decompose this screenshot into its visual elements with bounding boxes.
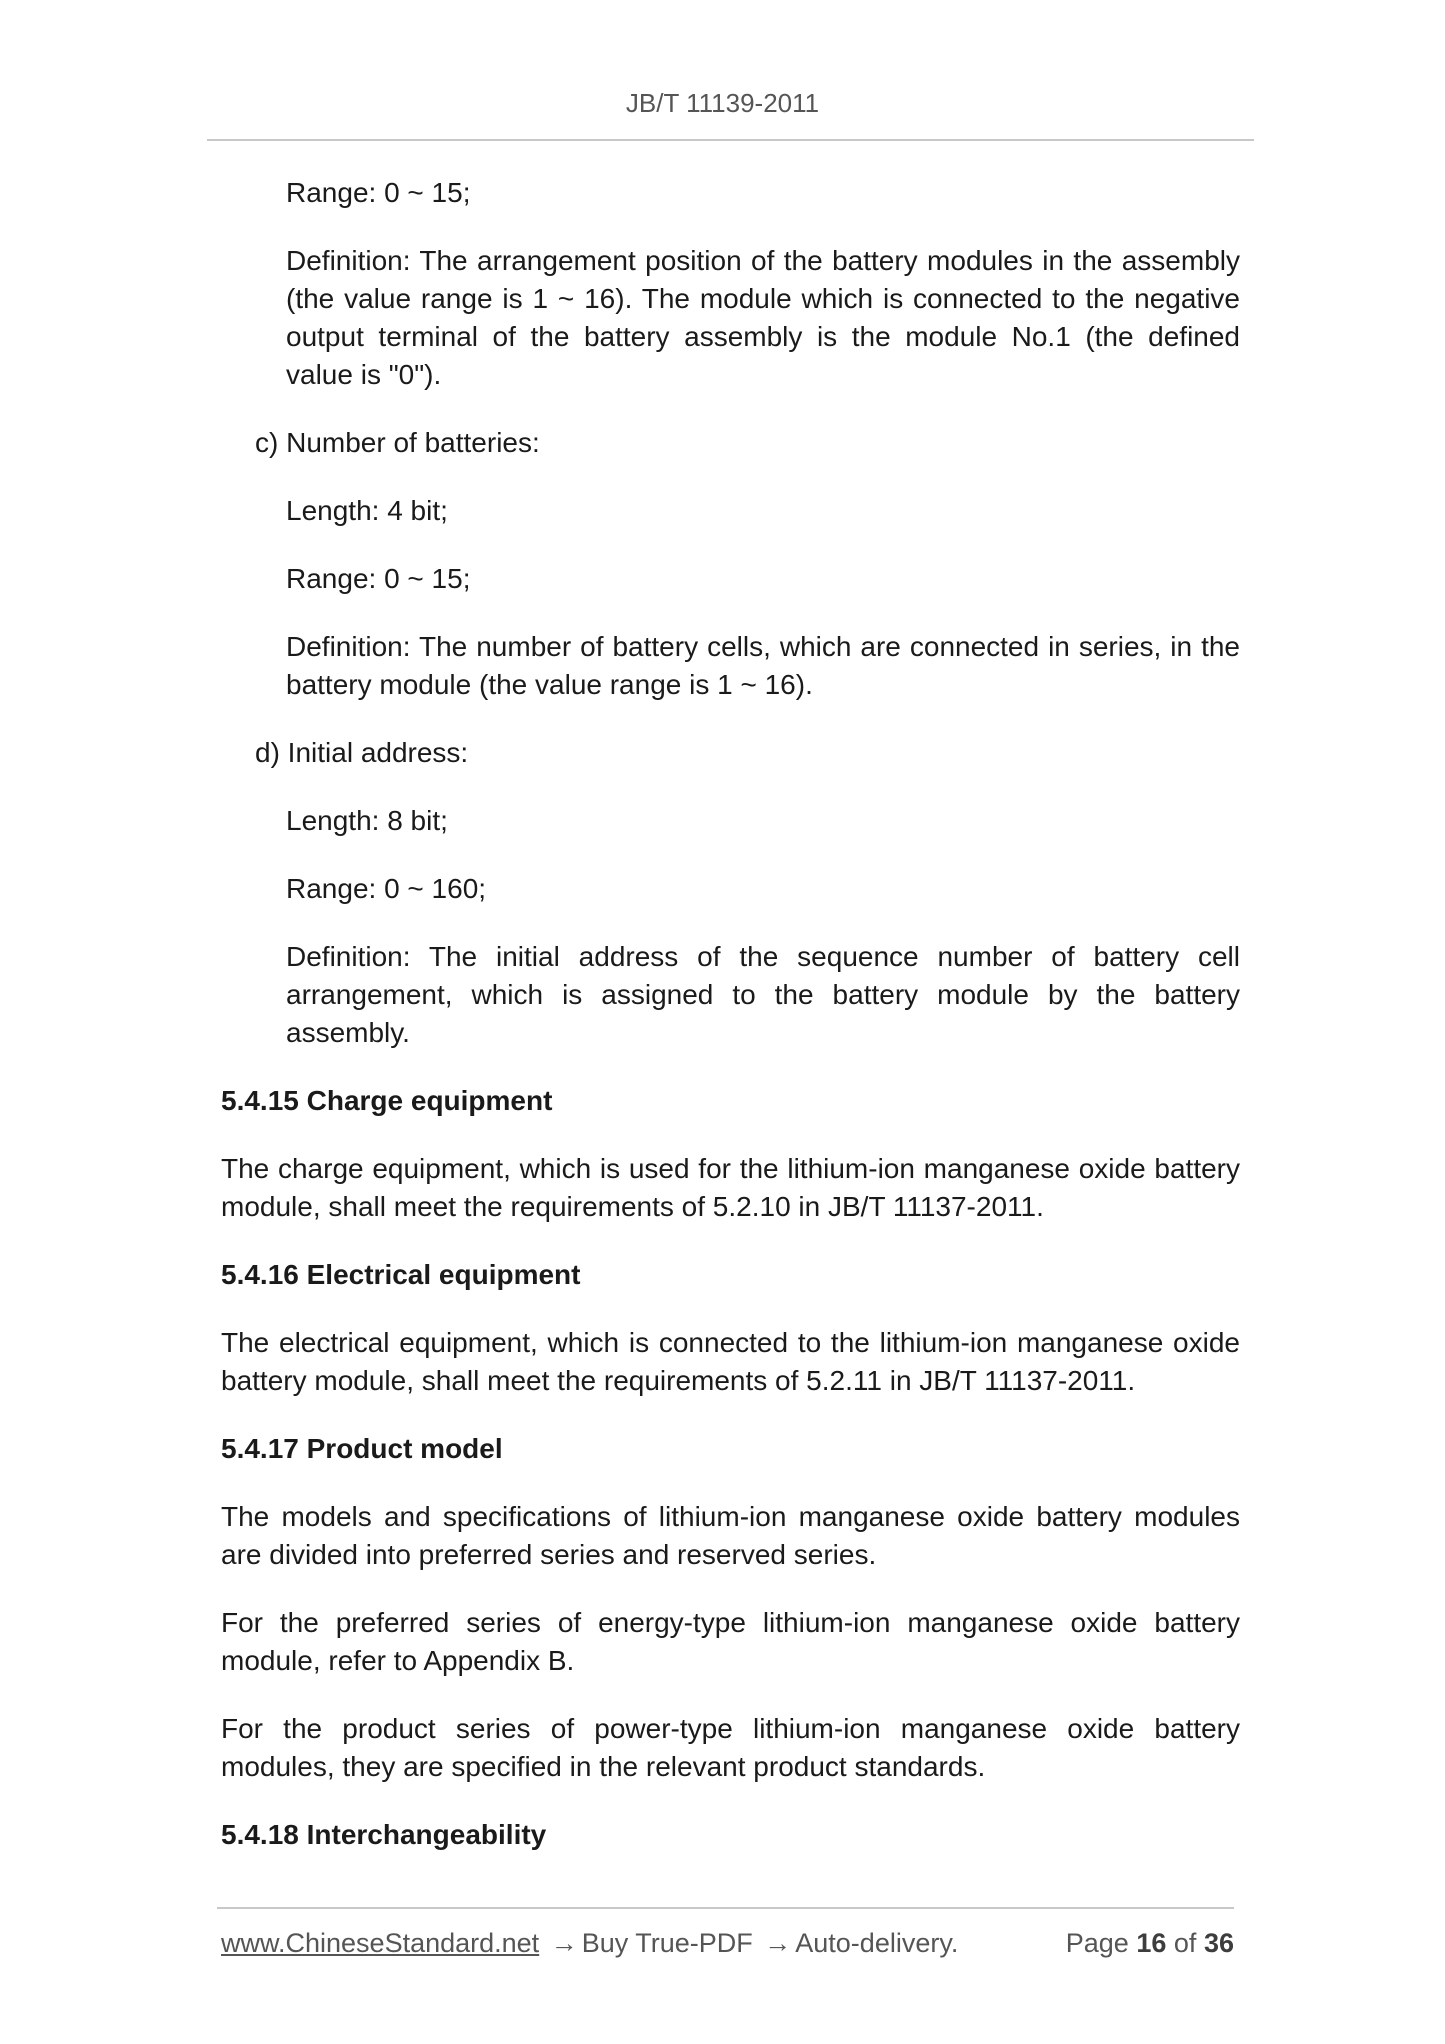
section-heading-5-4-15: 5.4.15 Charge equipment xyxy=(221,1085,553,1116)
section-paragraph: The electrical equipment, which is connected to the lithium-ion manganese oxide battery module, shall meet the requirements of 5.2.11 in JB/T 11137-2011. xyxy=(221,1327,1240,1396)
page-footer xyxy=(221,1928,1234,1964)
length-paragraph: Length: 4 bit; xyxy=(286,495,448,526)
page-number: 16 xyxy=(1136,1928,1167,1958)
auto-delivery-text: Auto-delivery. xyxy=(795,1928,959,1958)
definition-position-paragraph: Definition: The arrangement position of the battery modules in the assembly (the value range is 1 ~ 16). The module which is connected to the negative output terminal of the battery assembly is the module No.1 (the defined value is "0"). xyxy=(286,245,1240,390)
section-paragraph: The charge equipment, which is used for the lithium-ion manganese oxide battery module, shall meet the requirements of 5.2.10 in JB/T 11137-2011. xyxy=(221,1153,1240,1222)
header-divider xyxy=(207,139,1254,141)
section-paragraph: For the product series of power-type lithium-ion manganese oxide battery modules, they are specified in the relevant product standards. xyxy=(221,1713,1240,1782)
footer-divider xyxy=(217,1907,1234,1909)
range-paragraph: Range: 0 ~ 15; xyxy=(286,563,471,594)
definition-address-paragraph: Definition: The initial address of the sequence number of battery cell arrangement, which is assigned to the battery module by the battery assembly. xyxy=(286,941,1240,1048)
range-paragraph: Range: 0 ~ 15; xyxy=(286,177,471,208)
definition-number-paragraph: Definition: The number of battery cells, which are connected in series, in the battery module (the value range is 1 ~ 16). xyxy=(286,631,1240,700)
page-counter xyxy=(1066,1928,1234,1959)
of-label: of xyxy=(1173,1928,1197,1958)
page-label: Page xyxy=(1065,1928,1129,1958)
length-paragraph: Length: 8 bit; xyxy=(286,805,448,836)
document-body xyxy=(221,168,1240,1854)
section-heading-5-4-17: 5.4.17 Product model xyxy=(221,1433,503,1464)
footer-promo xyxy=(221,1928,958,1959)
section-heading-5-4-16: 5.4.16 Electrical equipment xyxy=(221,1259,581,1290)
section-paragraph: The models and specifications of lithium-ion manganese oxide battery modules are divided into preferred series and reserved series. xyxy=(221,1501,1240,1570)
arrow-right-icon: → xyxy=(764,1928,792,1958)
range-paragraph: Range: 0 ~ 160; xyxy=(286,873,487,904)
section-heading-5-4-18: 5.4.18 Interchangeability xyxy=(221,1819,547,1850)
page-header-doc-id: JB/T 11139-2011 xyxy=(625,88,820,118)
page-total: 36 xyxy=(1203,1928,1234,1958)
arrow-right-icon: → xyxy=(550,1928,578,1958)
buy-pdf-text: Buy True-PDF xyxy=(581,1928,753,1958)
section-paragraph: For the preferred series of energy-type lithium-ion manganese oxide battery module, refer to Appendix B. xyxy=(221,1607,1240,1676)
list-item-c: c) Number of batteries: xyxy=(255,427,540,458)
website-link[interactable]: www.ChineseStandard.net xyxy=(221,1928,540,1958)
list-item-d: d) Initial address: xyxy=(255,737,469,768)
